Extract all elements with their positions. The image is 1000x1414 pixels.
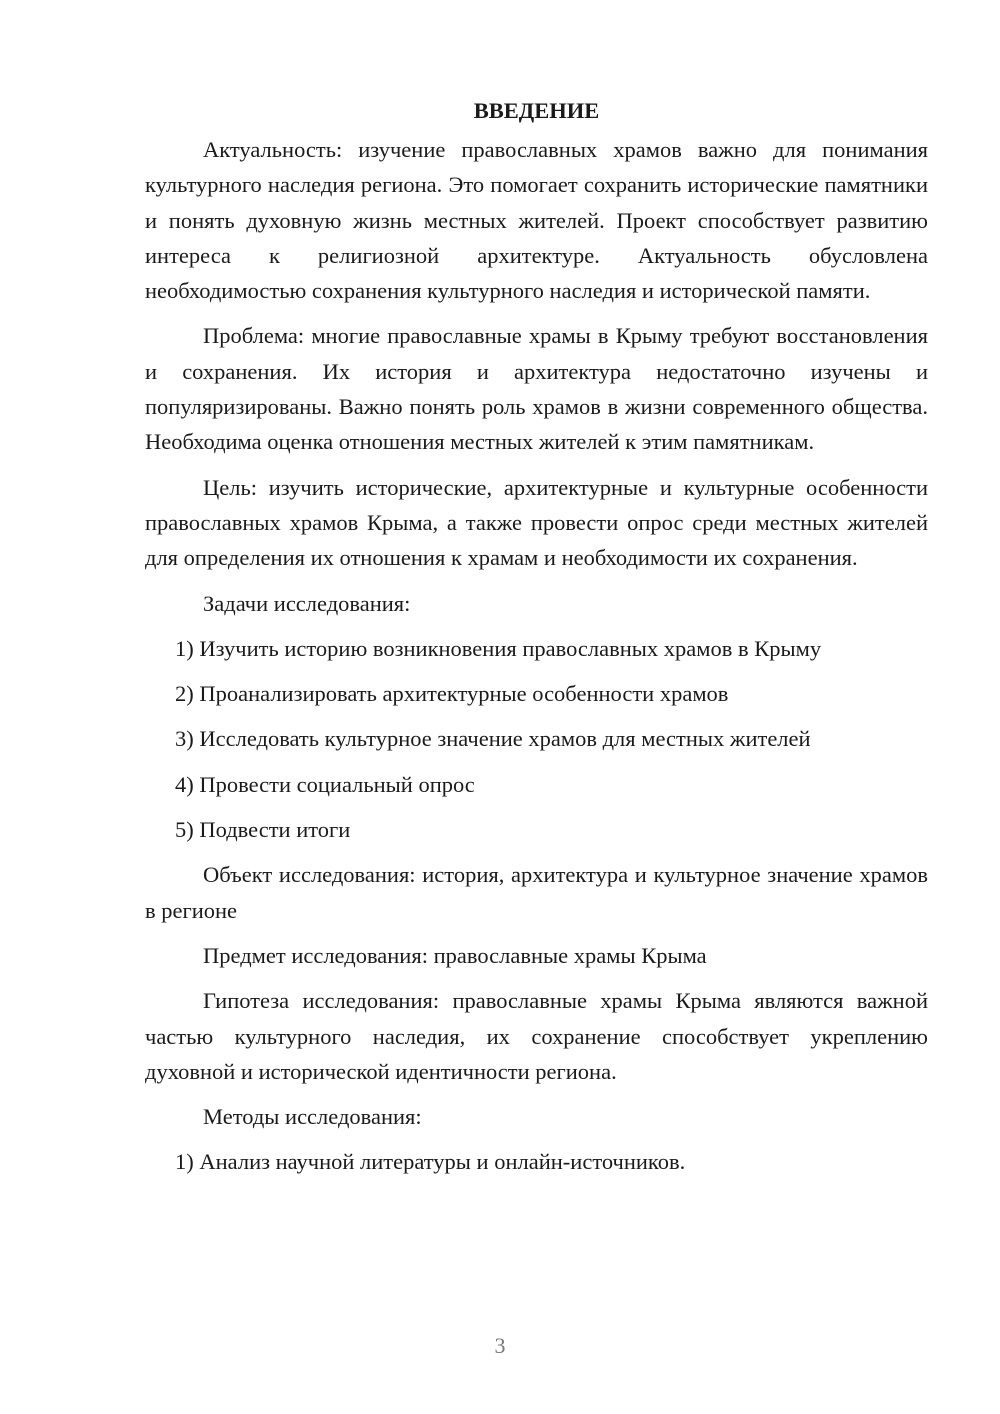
- task-item: 4) Провести социальный опрос: [175, 771, 475, 797]
- relevance-paragraph: Актуальность: изучение православных храмов важно для понимания культурного наследия региона. Это помогает сохранить исторические памятники и понять духовную жизнь местных жителей. Проект способствует развитию интереса к религиозной архитектуре. Актуальность обусловлена необходимостью сохранения культурного наследия и исторической памяти.: [145, 137, 928, 304]
- problem-paragraph: Проблема: многие православные храмы в Крыму требуют восстановления и сохранения. Их история и архитектура недостаточно изучены и популяризированы. Важно понять роль храмов в жизни современного общества. Необходима оценка отношения местных жителей к этим памятникам.: [145, 323, 928, 455]
- page-title: ВВЕДЕНИЕ: [473, 98, 600, 123]
- goal-paragraph: Цель: изучить исторические, архитектурные и культурные особенности православных храмов Крыма, а также провести опрос среди местных жителей для определения их отношения к храмам и необходимости их сохранения.: [145, 474, 928, 571]
- hypothesis-paragraph: Гипотеза исследования: православные храмы Крыма являются важной частью культурного наследия, их сохранение способствует укреплению духовной и исторической идентичности региона.: [145, 988, 928, 1084]
- methods-label: Методы исследования:: [203, 1104, 422, 1130]
- task-item: 1) Изучить историю возникновения православных храмов в Крыму: [175, 635, 822, 661]
- page-content: [145, 93, 928, 1190]
- page-number: 3: [494, 1333, 506, 1358]
- task-item: 3) Исследовать культурное значение храмов для местных жителей: [175, 726, 811, 752]
- tasks-list: [145, 631, 928, 847]
- method-item: 1) Анализ научной литературы и онлайн-источников.: [175, 1149, 686, 1175]
- methods-list: [145, 1144, 928, 1179]
- task-item: 5) Подвести итоги: [175, 817, 351, 843]
- task-item: 2) Проанализировать архитектурные особенности храмов: [175, 681, 729, 707]
- object-paragraph: Объект исследования: история, архитектура и культурное значение храмов в регионе: [145, 862, 928, 923]
- tasks-label: Задачи исследования:: [203, 590, 411, 616]
- subject-paragraph: Предмет исследования: православные храмы Крыма: [203, 942, 707, 968]
